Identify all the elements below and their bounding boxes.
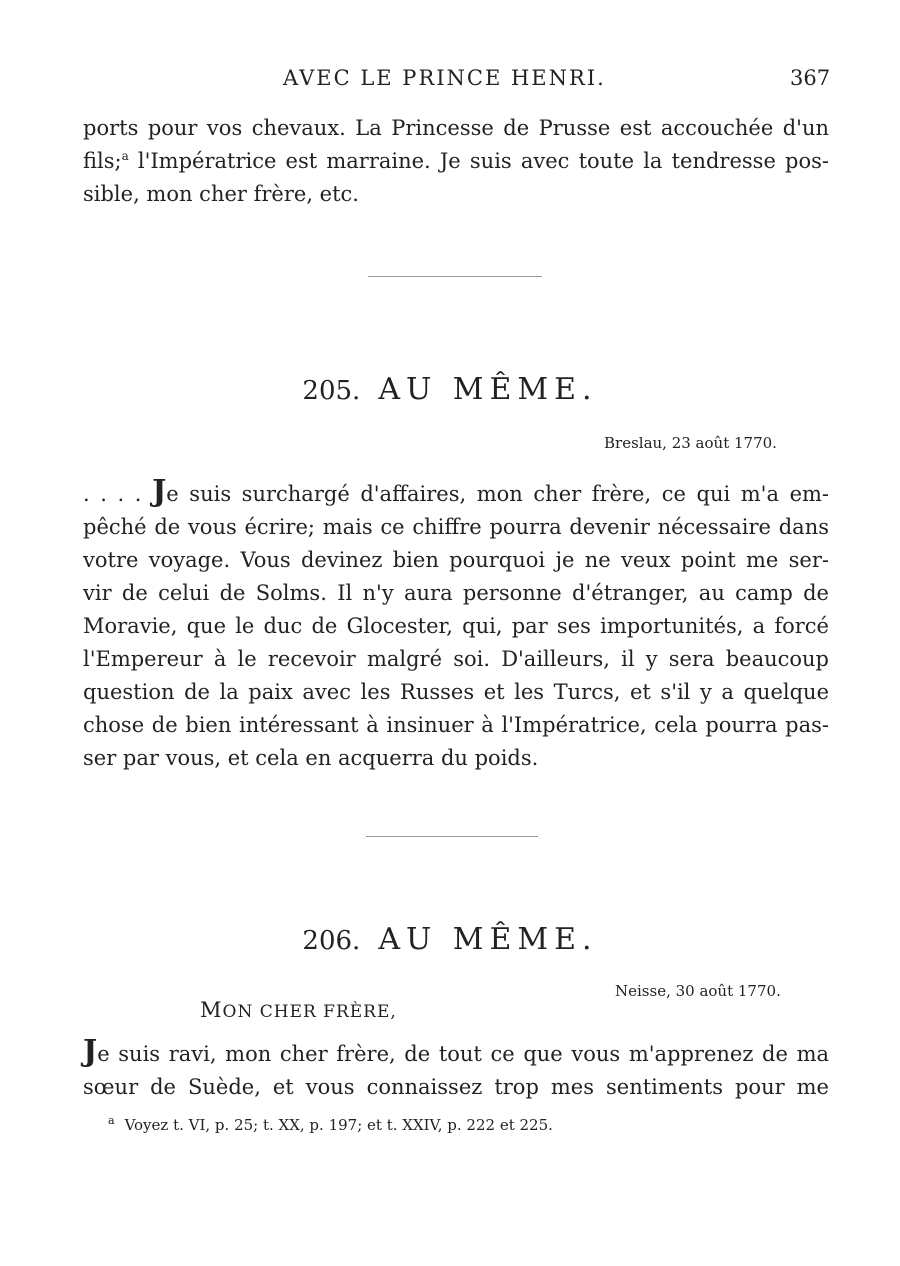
letter-title: AU MÊME. (378, 372, 598, 407)
footnote-text: Voyez t. VI, p. 25; t. XX, p. 197; et t. XXIV, p. 222 et 225. (124, 1116, 553, 1134)
text-line: ser par vous, et cela en acquerra du poids. (83, 746, 539, 770)
text-line: sible, mon cher frère, etc. (83, 182, 359, 206)
text-line: vir de celui de Solms. Il n'y aura personne d'étranger, au camp de (83, 581, 829, 605)
letter-206-body (83, 1034, 829, 1104)
text-line: fils;$^a$ l'Impératrice est marraine. Je suis avec toute la tendresse pos- (83, 149, 829, 173)
letter-205-dateline: Breslau, 23 août 1770. (604, 434, 777, 452)
text-line: votre voyage. Vous devinez bien pourquoi je ne veux point me ser- (83, 548, 829, 572)
initial-letter: J (83, 1034, 98, 1069)
letter-206-salutation: MON CHER FRÈRE, (200, 998, 397, 1022)
running-title: AVEC LE PRINCE HENRI. (283, 66, 606, 90)
text-line: Moravie, que le duc de Glocester, qui, par ses importunités, a forcé (83, 614, 829, 638)
letter-205-heading (0, 372, 900, 412)
footnote-mark: a (108, 1114, 115, 1127)
text-line: pêché de vous écrire; mais ce chiffre pourra devenir nécessaire dans (83, 515, 829, 539)
page-number: 367 (790, 66, 831, 90)
section-divider (366, 836, 538, 837)
text-line: question de la paix avec les Russes et les Turcs, et s'il y a quelque (83, 680, 829, 704)
continuation-paragraph (83, 112, 829, 211)
running-head (0, 66, 900, 100)
letter-title: AU MÊME. (378, 922, 598, 957)
text-line: chose de bien intéressant à insinuer à l'Impératrice, cela pourra pas- (83, 713, 829, 737)
text-line: Je suis ravi, mon cher frère, de tout ce que vous m'apprenez de ma (83, 1034, 829, 1069)
footnote (108, 1114, 553, 1134)
footnote-reference: a (121, 149, 129, 163)
text-line: sœur de Suède, et vous connaissez trop mes sentiments pour me (83, 1075, 829, 1099)
letter-number: 205. (302, 376, 361, 406)
letter-206-heading (0, 922, 900, 962)
section-divider (368, 276, 542, 277)
letter-number: 206. (302, 926, 361, 956)
text-line: ports pour vos chevaux. La Princesse de Prusse est accouchée d'un (83, 116, 829, 140)
text-line: l'Empereur à le recevoir malgré soi. D'ailleurs, il y sera beaucoup (83, 647, 829, 671)
letter-206-dateline: Neisse, 30 août 1770. (615, 982, 781, 1000)
initial-letter: J (152, 474, 167, 509)
text-line: . . . . Je suis surchargé d'affaires, mon cher frère, ce qui m'a em- (83, 474, 830, 509)
letter-205-body (83, 474, 830, 775)
